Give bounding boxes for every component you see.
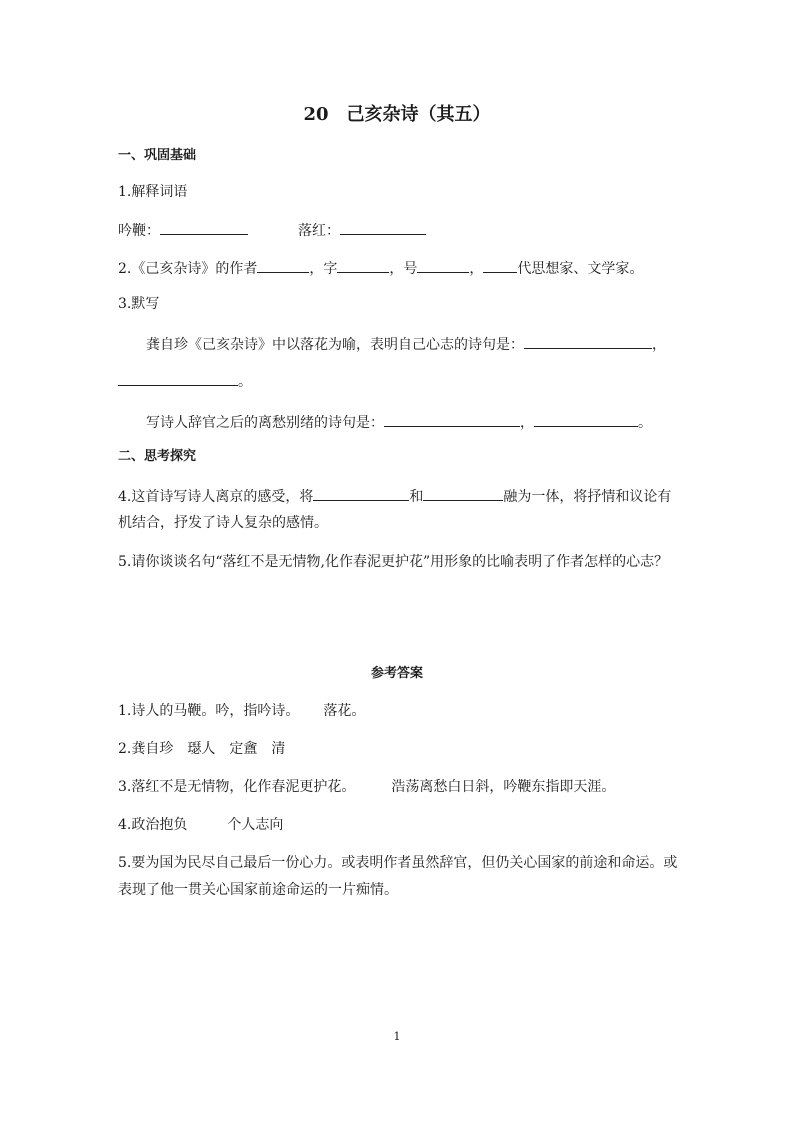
answer-blank[interactable] — [118, 370, 238, 386]
question-3-line1: 龚自珍《己亥杂诗》中以落花为喻，表明自己心志的诗句是： ， — [146, 333, 666, 355]
answer-blank[interactable] — [160, 219, 248, 235]
answer-blank[interactable] — [313, 485, 409, 501]
question-3-label: 3.默写 — [118, 296, 160, 312]
answer-5-line1: 5.要为国为民尽自己最后一份心力。或表明作者虽然辞官，但仍关心国家的前途和命运。或 — [118, 855, 678, 871]
answer-blank[interactable] — [423, 485, 503, 501]
section-heading-basics: 一、巩固基础 — [118, 148, 197, 163]
answer-1: 1.诗人的马鞭。吟，指吟诗。 落花。 — [118, 703, 366, 719]
page-number: 1 — [393, 1030, 401, 1043]
answer-blank[interactable] — [524, 333, 652, 349]
answers-title: 参考答案 — [370, 666, 423, 681]
question-3-line1-cont: 。 — [118, 370, 252, 392]
term-luohong: 落红： — [298, 223, 340, 239]
question-4-line1: 4.这首诗写诗人离京的感受，将 和 融为一体，将抒情和议论有 — [118, 485, 671, 507]
question-2: 2.《己亥杂诗》的作者 ，字 ，号 ， 代思想家、文学家。 — [118, 257, 643, 279]
answer-4: 4.政治抱负 个人志向 — [118, 817, 284, 833]
answer-3: 3.落红不是无情物，化作春泥更护花。 浩荡离愁白日斜，吟鞭东指即天涯。 — [118, 779, 616, 795]
answer-5-line2: 表现了他一贯关心国家前途命运的一片痴情。 — [118, 882, 398, 898]
lesson-number: 20 — [303, 104, 329, 125]
question-3-line2: 写诗人辞官之后的离愁别绪的诗句是： ， 。 — [146, 411, 652, 433]
question-1-label: 1.解释词语 — [118, 184, 188, 200]
section-heading-explore: 二、思考探究 — [118, 449, 197, 464]
term-yinbian: 吟鞭： — [118, 223, 160, 239]
page-title — [0, 100, 794, 126]
answer-blank[interactable] — [337, 257, 389, 273]
answer-blank[interactable] — [384, 411, 520, 427]
answer-2: 2.龚自珍 璱人 定盦 清 — [118, 741, 286, 757]
answer-blank[interactable] — [417, 257, 469, 273]
answer-blank[interactable] — [340, 219, 426, 235]
question-5: 5.请你谈谈名句“落红不是无情物,化作春泥更护花”用形象的比喻表明了作者怎样的心志？ — [118, 554, 669, 570]
question-4-line2: 机结合，抒发了诗人复杂的感情。 — [118, 515, 328, 531]
answer-blank[interactable] — [483, 257, 517, 273]
answer-blank[interactable] — [257, 257, 309, 273]
answer-blank[interactable] — [534, 411, 638, 427]
lesson-title: 己亥杂诗（其五） — [346, 104, 491, 125]
question-1-terms — [118, 219, 426, 241]
